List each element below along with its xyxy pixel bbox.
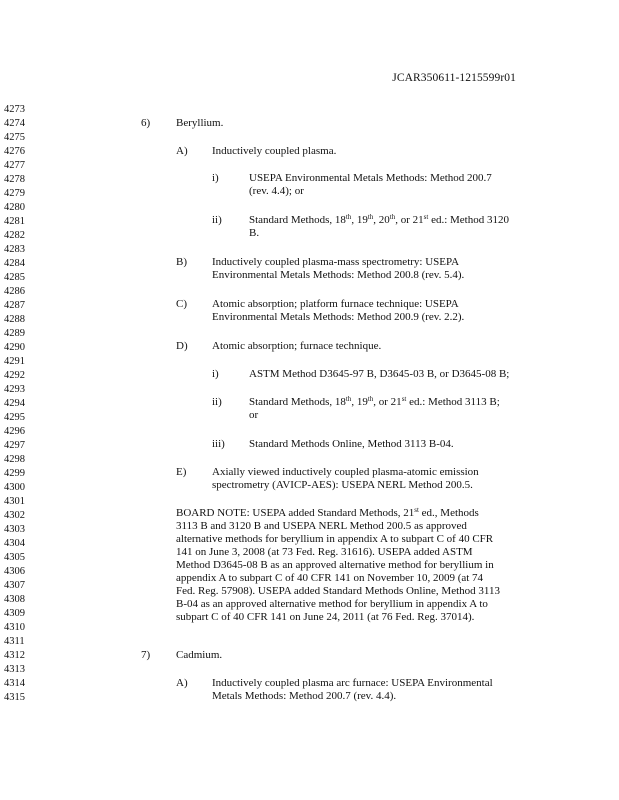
line-number: 4292 xyxy=(4,370,25,381)
line-number: 4298 xyxy=(4,454,25,465)
item-a-label: A) xyxy=(176,145,188,157)
item-d-label: D) xyxy=(176,340,188,352)
section-6-number: 6) xyxy=(141,117,151,129)
board-note-line7: Fed. Reg. 57908). USEPA added Standard Methods Online, Method 3113 xyxy=(176,585,500,597)
line-number: 4281 xyxy=(4,216,25,227)
line-number: 4285 xyxy=(4,272,25,283)
line-number: 4313 xyxy=(4,664,25,675)
line-number: 4290 xyxy=(4,342,25,353)
item-b-label: B) xyxy=(176,256,187,268)
item-d-i-text: ASTM Method D3645-97 B, D3645-03 B, or D3645-08 B; xyxy=(249,368,510,380)
item-c-line2: Environmental Metals Methods: Method 200.9 (rev. 2.2). xyxy=(212,311,465,323)
line-number: 4291 xyxy=(4,356,25,367)
section-7-title: Cadmium. xyxy=(176,649,223,661)
line-number: 4311 xyxy=(4,636,25,647)
line-number: 4309 xyxy=(4,608,25,619)
cadmium-item-a-line1: Inductively coupled plasma arc furnace: USEPA Environmental xyxy=(212,677,493,689)
item-c-label: C) xyxy=(176,298,187,310)
item-a-i-label: i) xyxy=(212,172,219,184)
line-number: 4294 xyxy=(4,398,25,409)
item-d-ii-line2: or xyxy=(249,409,259,421)
line-number: 4289 xyxy=(4,328,25,339)
line-number: 4280 xyxy=(4,202,25,213)
board-note-line6: appendix A to subpart C of 40 CFR 141 on November 10, 2009 (at 74 xyxy=(176,572,484,584)
line-number: 4287 xyxy=(4,300,25,311)
item-e-label: E) xyxy=(176,466,187,478)
line-number: 4300 xyxy=(4,482,25,493)
line-number: 4307 xyxy=(4,580,25,591)
item-d-ii-line1: Standard Methods, 18th, 19th, or 21st ed.: Method 3113 B; xyxy=(249,395,500,408)
board-note-line5: Method D3645-08 B as an approved alternative method for beryllium in xyxy=(176,559,494,571)
item-a-ii-label: ii) xyxy=(212,214,222,226)
cadmium-item-a-line2: Metals Methods: Method 200.7 (rev. 4.4). xyxy=(212,690,397,702)
line-number: 4315 xyxy=(4,692,25,703)
line-number: 4273 xyxy=(4,104,25,115)
section-6-title: Beryllium. xyxy=(176,117,224,129)
line-number: 4284 xyxy=(4,258,25,269)
line-number: 4306 xyxy=(4,566,25,577)
line-number: 4293 xyxy=(4,384,25,395)
line-number: 4314 xyxy=(4,678,25,689)
item-b-line1: Inductively coupled plasma-mass spectrometry: USEPA xyxy=(212,256,460,268)
item-d-i-label: i) xyxy=(212,368,219,380)
line-number: 4297 xyxy=(4,440,25,451)
line-number: 4303 xyxy=(4,524,25,535)
board-note-line9: subpart C of 40 CFR 141 on June 24, 2011 (at 76 Fed. Reg. 37014). xyxy=(176,611,475,623)
line-number: 4277 xyxy=(4,160,25,171)
section-7-number: 7) xyxy=(141,649,151,661)
line-number: 4282 xyxy=(4,230,25,241)
line-number: 4308 xyxy=(4,594,25,605)
item-a-i-line2: (rev. 4.4); or xyxy=(249,185,304,197)
line-number: 4310 xyxy=(4,622,25,633)
item-a-ii-line1: Standard Methods, 18th, 19th, 20th, or 21st ed.: Method 3120 xyxy=(249,213,509,226)
line-number: 4302 xyxy=(4,510,25,521)
item-e-line2: spectrometry (AVICP-AES): USEPA NERL Method 200.5. xyxy=(212,479,473,491)
line-number: 4274 xyxy=(4,118,25,129)
item-e-line1: Axially viewed inductively coupled plasma-atomic emission xyxy=(212,466,479,478)
item-c-line1: Atomic absorption; platform furnace technique: USEPA xyxy=(212,298,459,310)
board-note-line1: BOARD NOTE: USEPA added Standard Methods, 21st ed., Methods xyxy=(176,506,479,519)
item-d-iii-label: iii) xyxy=(212,438,225,450)
line-number: 4288 xyxy=(4,314,25,325)
line-number: 4299 xyxy=(4,468,25,479)
board-note-line2: 3113 B and 3120 B and USEPA NERL Method 200.5 as approved xyxy=(176,520,467,532)
line-number: 4279 xyxy=(4,188,25,199)
item-a-text: Inductively coupled plasma. xyxy=(212,145,337,157)
line-number: 4278 xyxy=(4,174,25,185)
item-b-line2: Environmental Metals Methods: Method 200.8 (rev. 5.4). xyxy=(212,269,465,281)
line-number: 4312 xyxy=(4,650,25,661)
item-a-i-line1: USEPA Environmental Metals Methods: Method 200.7 xyxy=(249,172,492,184)
line-number: 4275 xyxy=(4,132,25,143)
line-number: 4286 xyxy=(4,286,25,297)
document-id-header: JCAR350611-1215599r01 xyxy=(392,72,516,84)
item-a-ii-line2: B. xyxy=(249,227,260,239)
line-number: 4304 xyxy=(4,538,25,549)
line-number: 4301 xyxy=(4,496,25,507)
item-d-ii-label: ii) xyxy=(212,396,222,408)
item-d-text: Atomic absorption; furnace technique. xyxy=(212,340,382,352)
board-note-line8: B-04 as an approved alternative method for beryllium in appendix A to xyxy=(176,598,488,610)
board-note-line4: 141 on June 3, 2008 (at 73 Fed. Reg. 31616). USEPA added ASTM xyxy=(176,546,473,558)
line-number: 4295 xyxy=(4,412,25,423)
line-number: 4276 xyxy=(4,146,25,157)
line-number: 4305 xyxy=(4,552,25,563)
board-note-line3: alternative methods for beryllium in appendix A to subpart C of 40 CFR xyxy=(176,533,494,545)
cadmium-item-a-label: A) xyxy=(176,677,188,689)
line-number: 4283 xyxy=(4,244,25,255)
item-d-iii-text: Standard Methods Online, Method 3113 B-04. xyxy=(249,438,454,450)
line-number: 4296 xyxy=(4,426,25,437)
